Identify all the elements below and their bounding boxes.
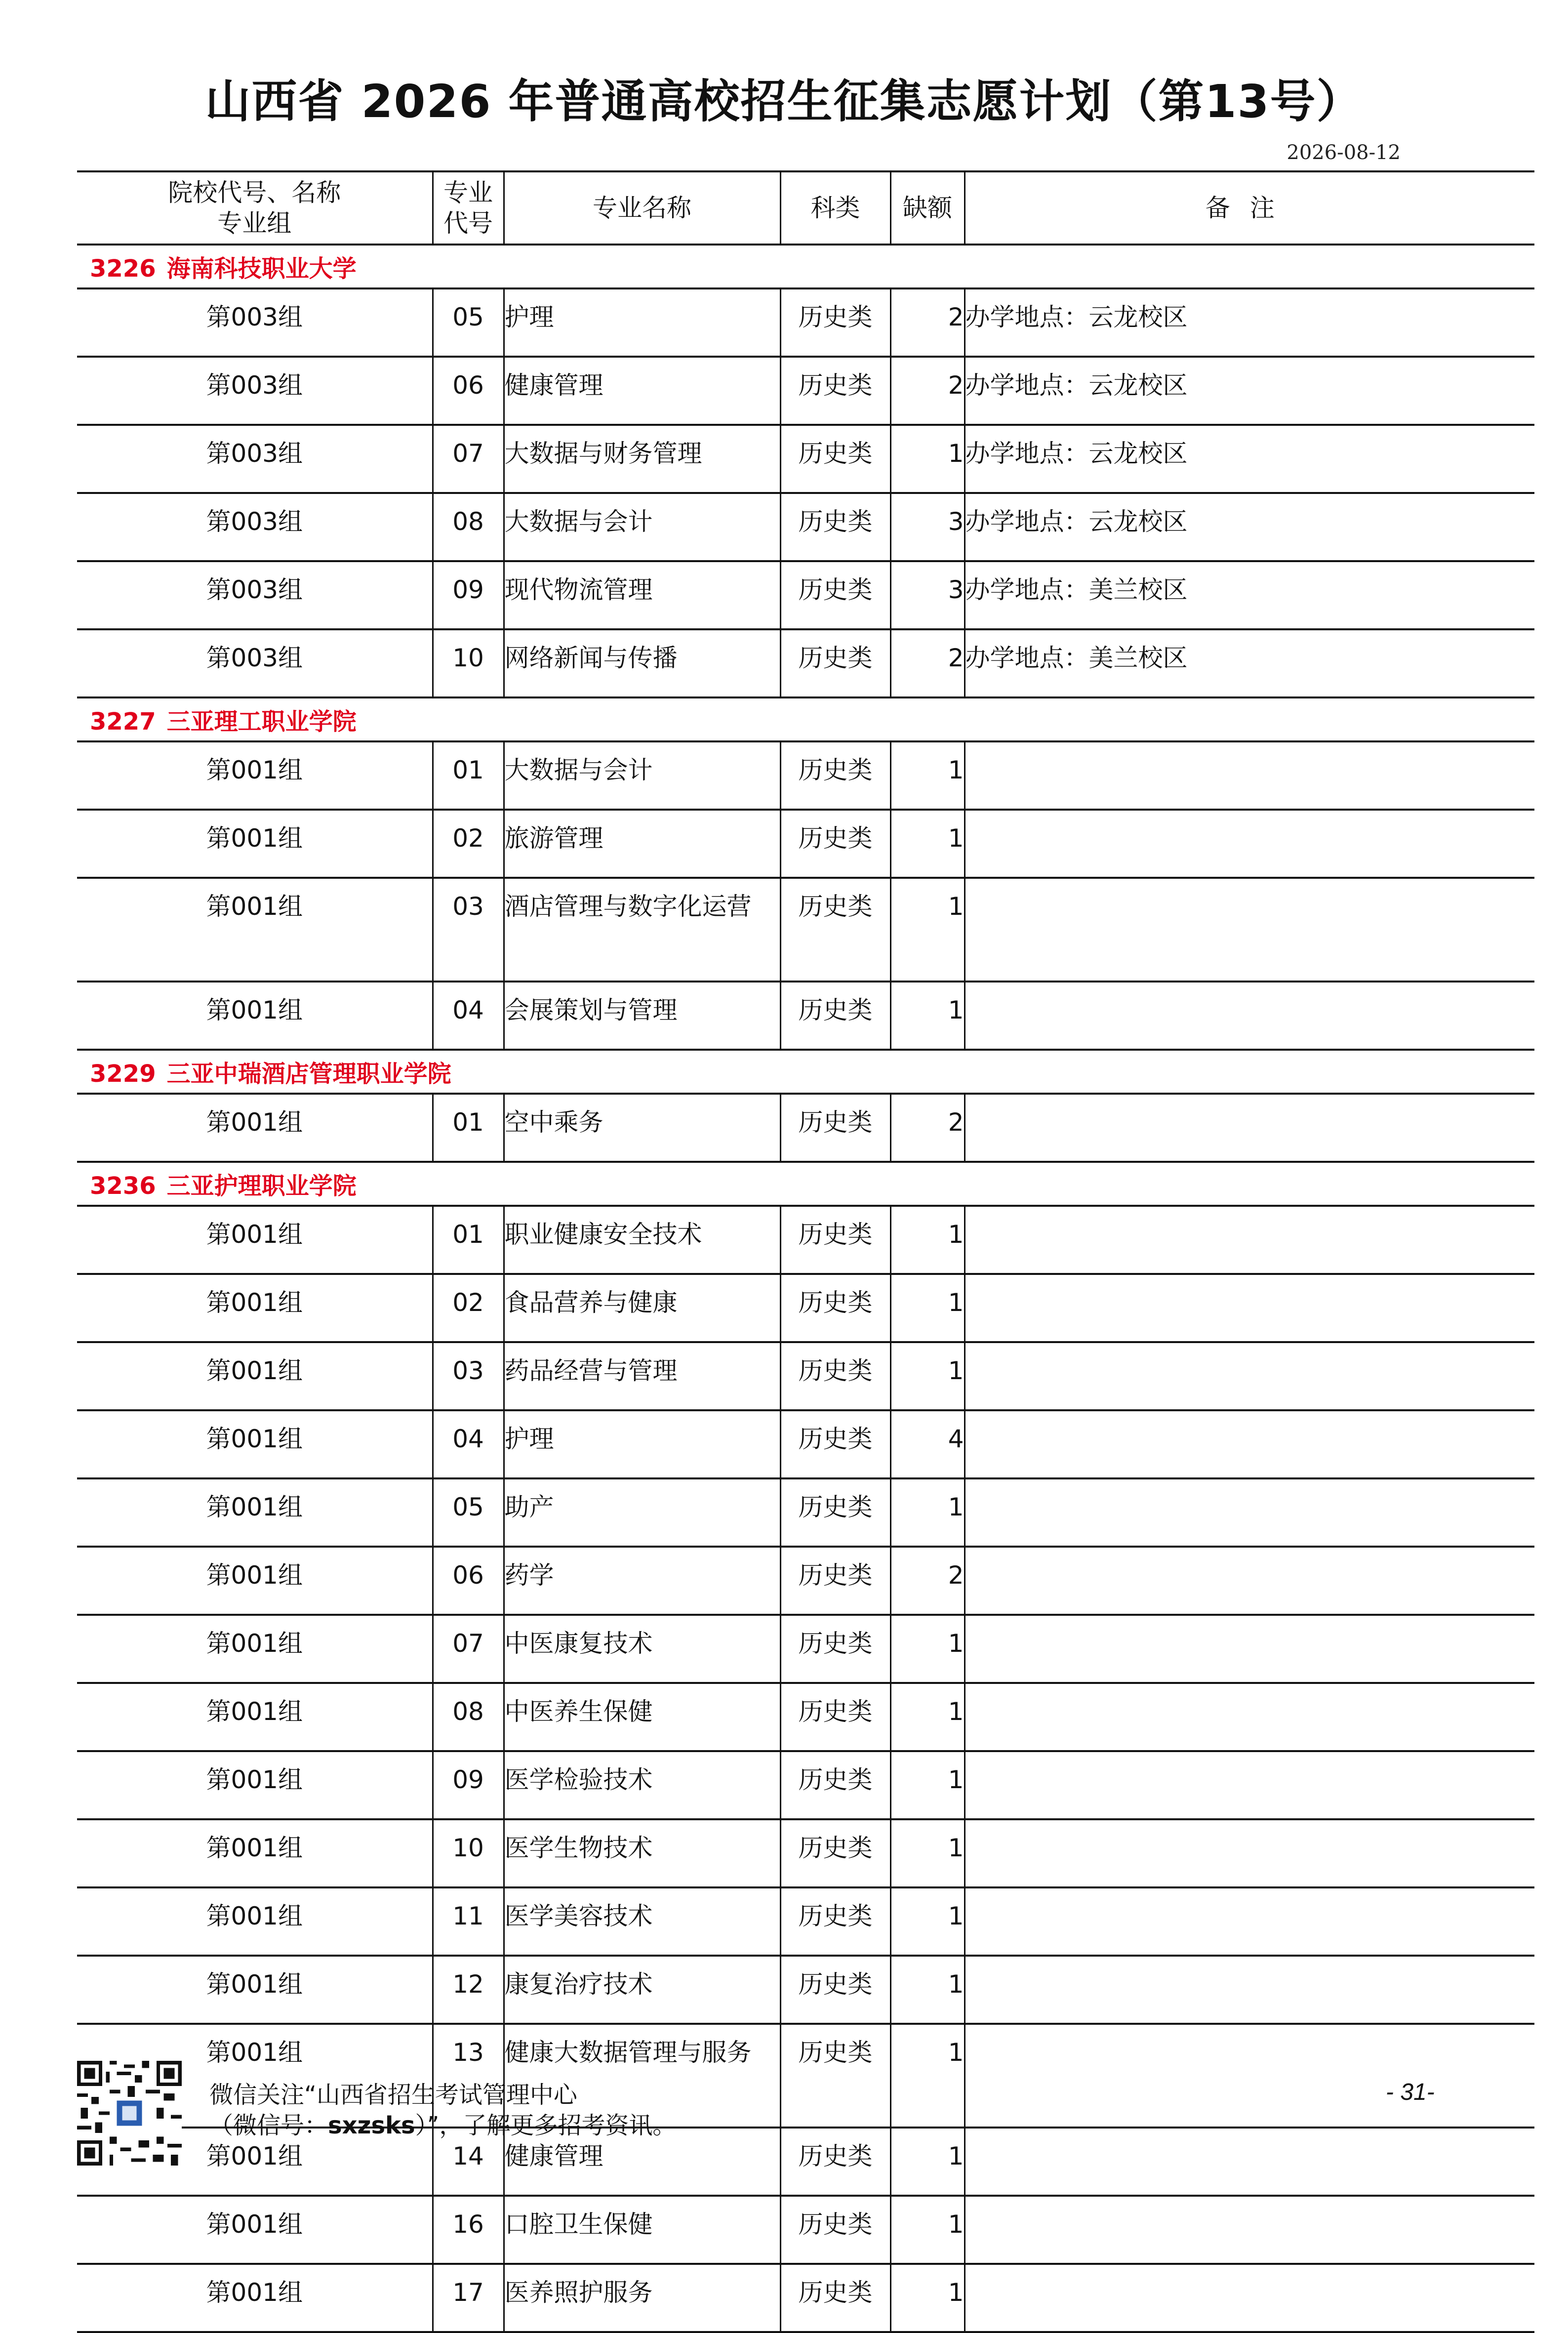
table-row <box>77 1410 1534 1478</box>
category-cell: 历史类 <box>780 1274 890 1342</box>
quota-cell: 1 <box>890 1819 965 1887</box>
major-code-cell: 03 <box>433 1342 504 1410</box>
table-row <box>77 1887 1534 1956</box>
major-code-cell: 04 <box>433 982 504 1050</box>
major-code-cell: 05 <box>433 1478 504 1547</box>
table-row <box>77 493 1534 561</box>
category-cell: 历史类 <box>780 2264 890 2332</box>
school-header-row <box>77 245 1534 288</box>
remark-cell <box>965 878 1534 982</box>
remark-cell <box>965 1751 1534 1819</box>
major-code-cell: 08 <box>433 1683 504 1751</box>
group-cell: 第001组 <box>77 878 433 982</box>
group-cell: 第001组 <box>77 1478 433 1547</box>
remark-cell <box>965 1206 1534 1274</box>
major-name-cell: 健康管理 <box>504 357 780 425</box>
table-row <box>77 357 1534 425</box>
category-cell: 历史类 <box>780 810 890 878</box>
group-cell: 第001组 <box>77 1410 433 1478</box>
group-cell: 第001组 <box>77 1342 433 1410</box>
remark-cell: 办学地点：云龙校区 <box>965 357 1534 425</box>
group-cell: 第001组 <box>77 1206 433 1274</box>
quota-cell: 1 <box>890 1956 965 2024</box>
school-code: 3227 <box>90 708 156 736</box>
header-major-code-line2: 代号 <box>443 209 493 238</box>
wechat-id: sxzsks <box>328 2112 415 2139</box>
category-cell: 历史类 <box>780 1206 890 1274</box>
category-cell: 历史类 <box>780 1094 890 1162</box>
header-major-code <box>433 171 504 245</box>
category-cell: 历史类 <box>780 1887 890 1956</box>
footer-wechat-note <box>209 2080 676 2141</box>
quota-cell: 3 <box>890 493 965 561</box>
table-row <box>77 629 1534 697</box>
major-code-cell: 13 <box>433 2024 504 2128</box>
category-cell: 历史类 <box>780 982 890 1050</box>
major-code-cell: 01 <box>433 1094 504 1162</box>
group-cell: 第001组 <box>77 810 433 878</box>
remark-cell <box>965 1342 1534 1410</box>
quota-cell: 4 <box>890 1410 965 1478</box>
major-name-cell: 口腔卫生保健 <box>504 2196 780 2264</box>
major-name-cell: 空中乘务 <box>504 1094 780 1162</box>
major-code-cell: 03 <box>433 878 504 982</box>
category-cell: 历史类 <box>780 1683 890 1751</box>
school-name: 三亚护理职业学院 <box>166 1172 357 1200</box>
quota-cell: 1 <box>890 878 965 982</box>
footer-line2 <box>209 2110 676 2141</box>
group-cell: 第001组 <box>77 1819 433 1887</box>
major-code-cell: 16 <box>433 2196 504 2264</box>
school-header-row <box>77 1162 1534 1206</box>
remark-cell: 办学地点：云龙校区 <box>965 288 1534 357</box>
major-name-cell: 医学生物技术 <box>504 1819 780 1887</box>
table-row <box>77 1342 1534 1410</box>
quota-cell: 2 <box>890 357 965 425</box>
table-row <box>77 1683 1534 1751</box>
major-code-cell: 17 <box>433 2264 504 2332</box>
group-cell: 第001组 <box>77 1751 433 1819</box>
header-school-group <box>77 171 433 245</box>
major-name-cell: 医学美容技术 <box>504 1887 780 1956</box>
table-row <box>77 1956 1534 2024</box>
group-cell: 第001组 <box>77 1887 433 1956</box>
remark-cell <box>965 2128 1534 2196</box>
table-row <box>77 741 1534 810</box>
table-row <box>77 561 1534 629</box>
school-code: 3226 <box>90 255 156 283</box>
table-row <box>77 1274 1534 1342</box>
quota-cell: 1 <box>890 2264 965 2332</box>
category-cell: 历史类 <box>780 1478 890 1547</box>
group-cell: 第003组 <box>77 629 433 697</box>
category-cell: 历史类 <box>780 1956 890 2024</box>
major-code-cell: 12 <box>433 1956 504 2024</box>
remark-cell <box>965 810 1534 878</box>
major-name-cell: 健康大数据管理与服务 <box>504 2024 780 2128</box>
quota-cell: 1 <box>890 1478 965 1547</box>
major-code-cell: 04 <box>433 1410 504 1478</box>
school-name: 海南科技职业大学 <box>166 255 357 283</box>
group-cell: 第003组 <box>77 357 433 425</box>
quota-cell: 1 <box>890 1887 965 1956</box>
major-name-cell: 现代物流管理 <box>504 561 780 629</box>
quota-cell: 1 <box>890 1274 965 1342</box>
remark-cell <box>965 1478 1534 1547</box>
category-cell: 历史类 <box>780 2196 890 2264</box>
group-cell: 第003组 <box>77 288 433 357</box>
remark-cell <box>965 1410 1534 1478</box>
page-title: 山西省 2026 年普通高校招生征集志愿计划（第13号） <box>205 75 1363 128</box>
category-cell: 历史类 <box>780 1342 890 1410</box>
major-name-cell: 大数据与会计 <box>504 493 780 561</box>
category-cell: 历史类 <box>780 357 890 425</box>
school-name: 三亚中瑞酒店管理职业学院 <box>166 1060 451 1088</box>
table-body <box>77 245 1534 2332</box>
major-code-cell: 07 <box>433 425 504 493</box>
major-name-cell: 康复治疗技术 <box>504 1956 780 2024</box>
remark-cell <box>965 1274 1534 1342</box>
publish-date: 2026-08-12 <box>1287 141 1401 164</box>
quota-cell: 1 <box>890 2128 965 2196</box>
quota-cell: 1 <box>890 2196 965 2264</box>
table-row <box>77 1615 1534 1683</box>
table-row <box>77 288 1534 357</box>
quota-cell: 2 <box>890 1547 965 1615</box>
remark-cell <box>965 1819 1534 1887</box>
major-code-cell: 08 <box>433 493 504 561</box>
page-number: - 31- <box>1386 2079 1435 2105</box>
header-school-line1: 院校代号、名称 <box>168 178 341 207</box>
major-name-cell: 药品经营与管理 <box>504 1342 780 1410</box>
major-code-cell: 05 <box>433 288 504 357</box>
category-cell: 历史类 <box>780 1410 890 1478</box>
group-cell: 第001组 <box>77 1094 433 1162</box>
school-title <box>77 1162 1534 1206</box>
major-name-cell: 药学 <box>504 1547 780 1615</box>
major-name-cell: 网络新闻与传播 <box>504 629 780 697</box>
school-header-row <box>77 697 1534 741</box>
major-name-cell: 大数据与会计 <box>504 741 780 810</box>
major-code-cell: 11 <box>433 1887 504 1956</box>
quota-cell: 1 <box>890 1206 965 1274</box>
table-row <box>77 1094 1534 1162</box>
major-code-cell: 06 <box>433 1547 504 1615</box>
remark-cell <box>965 1615 1534 1683</box>
header-category: 科类 <box>780 171 890 245</box>
major-name-cell: 中医康复技术 <box>504 1615 780 1683</box>
quota-cell: 1 <box>890 982 965 1050</box>
group-cell: 第001组 <box>77 1615 433 1683</box>
category-cell: 历史类 <box>780 1547 890 1615</box>
table-row <box>77 2196 1534 2264</box>
group-cell: 第001组 <box>77 2196 433 2264</box>
category-cell: 历史类 <box>780 493 890 561</box>
header-major-code-line1: 专业 <box>443 178 493 207</box>
table-row <box>77 1206 1534 1274</box>
remark-cell: 办学地点：云龙校区 <box>965 493 1534 561</box>
group-cell: 第001组 <box>77 741 433 810</box>
school-code: 3236 <box>90 1172 156 1200</box>
major-code-cell: 09 <box>433 561 504 629</box>
category-cell: 历史类 <box>780 2128 890 2196</box>
major-name-cell: 会展策划与管理 <box>504 982 780 1050</box>
major-name-cell: 护理 <box>504 288 780 357</box>
category-cell: 历史类 <box>780 561 890 629</box>
remark-cell <box>965 1547 1534 1615</box>
remark-cell <box>965 2264 1534 2332</box>
major-code-cell: 07 <box>433 1615 504 1683</box>
remark-cell: 办学地点：云龙校区 <box>965 425 1534 493</box>
school-code: 3229 <box>90 1060 156 1088</box>
quota-cell: 1 <box>890 1751 965 1819</box>
table-header-row <box>77 171 1534 245</box>
header-remark: 备注 <box>965 171 1534 245</box>
major-code-cell: 14 <box>433 2128 504 2196</box>
major-name-cell: 医学检验技术 <box>504 1751 780 1819</box>
major-name-cell: 大数据与财务管理 <box>504 425 780 493</box>
category-cell: 历史类 <box>780 1819 890 1887</box>
school-header-row <box>77 1050 1534 1094</box>
remark-cell: 办学地点：美兰校区 <box>965 561 1534 629</box>
group-cell: 第001组 <box>77 1547 433 1615</box>
quota-cell: 1 <box>890 1342 965 1410</box>
major-name-cell: 助产 <box>504 1478 780 1547</box>
header-school-line2: 专业组 <box>217 209 292 238</box>
enrollment-plan-table <box>77 170 1534 2333</box>
group-cell: 第001组 <box>77 1274 433 1342</box>
major-name-cell: 食品营养与健康 <box>504 1274 780 1342</box>
footer-line2-prefix: （微信号： <box>209 2112 328 2139</box>
table-row <box>77 2264 1534 2332</box>
group-cell: 第003组 <box>77 493 433 561</box>
major-code-cell: 10 <box>433 629 504 697</box>
remark-cell <box>965 1956 1534 2024</box>
school-title <box>77 1050 1534 1094</box>
remark-cell <box>965 2024 1534 2128</box>
remark-cell <box>965 1683 1534 1751</box>
major-name-cell: 护理 <box>504 1410 780 1478</box>
category-cell: 历史类 <box>780 741 890 810</box>
quota-cell: 2 <box>890 1094 965 1162</box>
header-quota: 缺额 <box>890 171 965 245</box>
group-cell: 第001组 <box>77 2024 433 2128</box>
major-name-cell: 职业健康安全技术 <box>504 1206 780 1274</box>
category-cell: 历史类 <box>780 2024 890 2128</box>
remark-cell <box>965 1887 1534 1956</box>
category-cell: 历史类 <box>780 288 890 357</box>
footer-line1: 微信关注“山西省招生考试管理中心 <box>209 2081 577 2109</box>
remark-cell <box>965 2196 1534 2264</box>
group-cell: 第001组 <box>77 2264 433 2332</box>
category-cell: 历史类 <box>780 425 890 493</box>
category-cell: 历史类 <box>780 1751 890 1819</box>
remark-cell <box>965 741 1534 810</box>
quota-cell: 1 <box>890 810 965 878</box>
major-name-cell: 医养照护服务 <box>504 2264 780 2332</box>
remark-cell <box>965 1094 1534 1162</box>
group-cell: 第001组 <box>77 982 433 1050</box>
major-name-cell: 旅游管理 <box>504 810 780 878</box>
major-name-cell: 健康管理 <box>504 2128 780 2196</box>
quota-cell: 1 <box>890 741 965 810</box>
quota-cell: 1 <box>890 1615 965 1683</box>
school-name: 三亚理工职业学院 <box>166 708 357 736</box>
major-code-cell: 01 <box>433 1206 504 1274</box>
major-name-cell: 酒店管理与数字化运营 <box>504 878 780 982</box>
group-cell: 第003组 <box>77 425 433 493</box>
group-cell: 第001组 <box>77 1956 433 2024</box>
major-code-cell: 02 <box>433 810 504 878</box>
table-row <box>77 425 1534 493</box>
table-row <box>77 1751 1534 1819</box>
table-row <box>77 810 1534 878</box>
remark-cell: 办学地点：美兰校区 <box>965 629 1534 697</box>
group-cell: 第001组 <box>77 2128 433 2196</box>
group-cell: 第001组 <box>77 1683 433 1751</box>
category-cell: 历史类 <box>780 1615 890 1683</box>
table-row <box>77 982 1534 1050</box>
footer-line2-suffix: ）”，了解更多招考资讯。 <box>415 2112 677 2139</box>
major-code-cell: 06 <box>433 357 504 425</box>
major-code-cell: 10 <box>433 1819 504 1887</box>
header-major-name: 专业名称 <box>504 171 780 245</box>
quota-cell: 3 <box>890 561 965 629</box>
quota-cell: 1 <box>890 2024 965 2128</box>
qr-code-icon <box>77 2061 182 2166</box>
quota-cell: 1 <box>890 1683 965 1751</box>
school-title <box>77 697 1534 741</box>
major-code-cell: 02 <box>433 1274 504 1342</box>
major-code-cell: 01 <box>433 741 504 810</box>
major-code-cell: 09 <box>433 1751 504 1819</box>
quota-cell: 2 <box>890 288 965 357</box>
table-row <box>77 1819 1534 1887</box>
quota-cell: 2 <box>890 629 965 697</box>
category-cell: 历史类 <box>780 629 890 697</box>
table-row <box>77 1547 1534 1615</box>
table-row <box>77 878 1534 982</box>
remark-cell <box>965 982 1534 1050</box>
table-row <box>77 1478 1534 1547</box>
group-cell: 第003组 <box>77 561 433 629</box>
quota-cell: 1 <box>890 425 965 493</box>
category-cell: 历史类 <box>780 878 890 982</box>
school-title <box>77 245 1534 288</box>
major-name-cell: 中医养生保健 <box>504 1683 780 1751</box>
